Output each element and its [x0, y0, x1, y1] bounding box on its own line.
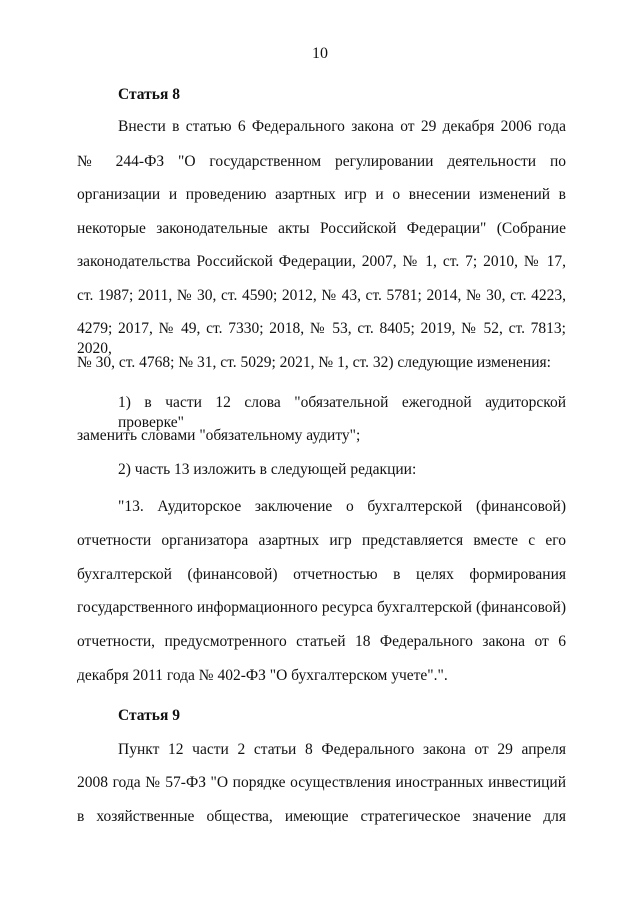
- text-line: Пункт 12 части 2 статьи 8 Федерального закона от 29 апреля: [118, 741, 566, 758]
- text-line: № 30, ст. 4768; № 31, ст. 5029; 2021, № 1, ст. 32) следующие изменения:: [77, 354, 551, 371]
- text-line: 2) часть 13 изложить в следующей редакции:: [118, 461, 417, 478]
- text-line: бухгалтерской (финансовой) отчетностью в целях формирования: [77, 566, 566, 583]
- text-line: отчетности организатора азартных игр представляется вместе с его: [77, 532, 566, 549]
- text-line: некоторые законодательные акты Российской Федерации" (Собрание: [77, 220, 566, 237]
- text-line: декабря 2011 года № 402-ФЗ "О бухгалтерском учете".".: [77, 667, 448, 684]
- page-number: 10: [312, 45, 328, 62]
- article-8-heading: Статья 8: [118, 86, 180, 103]
- text-line: № 244-ФЗ "О государственном регулировании деятельности по: [77, 153, 566, 170]
- text-line: Внести в статью 6 Федерального закона от 29 декабря 2006 года: [118, 118, 566, 135]
- text-line: в хозяйственные общества, имеющие стратегическое значение для: [77, 808, 566, 825]
- text-line: заменить словами "обязательному аудиту";: [77, 427, 361, 444]
- text-line: государственного информационного ресурса бухгалтерской (финансовой): [77, 599, 566, 616]
- text-line: 1) в части 12 слова "обязательной ежегодной аудиторской проверке": [118, 394, 566, 431]
- text-line: отчетности, предусмотренного статьей 18 Федерального закона от 6: [77, 633, 566, 650]
- text-line: ст. 1987; 2011, № 30, ст. 4590; 2012, № 43, ст. 5781; 2014, № 30, ст. 4223,: [77, 287, 566, 304]
- text-line: организации и проведению азартных игр и о внесении изменений в: [77, 186, 566, 203]
- article-9-heading: Статья 9: [118, 707, 180, 724]
- text-line: "13. Аудиторское заключение о бухгалтерской (финансовой): [118, 498, 566, 515]
- text-line: 4279; 2017, № 49, ст. 7330; 2018, № 53, ст. 8405; 2019, № 52, ст. 7813; 2020,: [77, 320, 566, 357]
- text-line: законодательства Российской Федерации, 2007, № 1, ст. 7; 2010, № 17,: [77, 253, 566, 270]
- text-line: 2008 года № 57-ФЗ "О порядке осуществления иностранных инвестиций: [77, 774, 566, 791]
